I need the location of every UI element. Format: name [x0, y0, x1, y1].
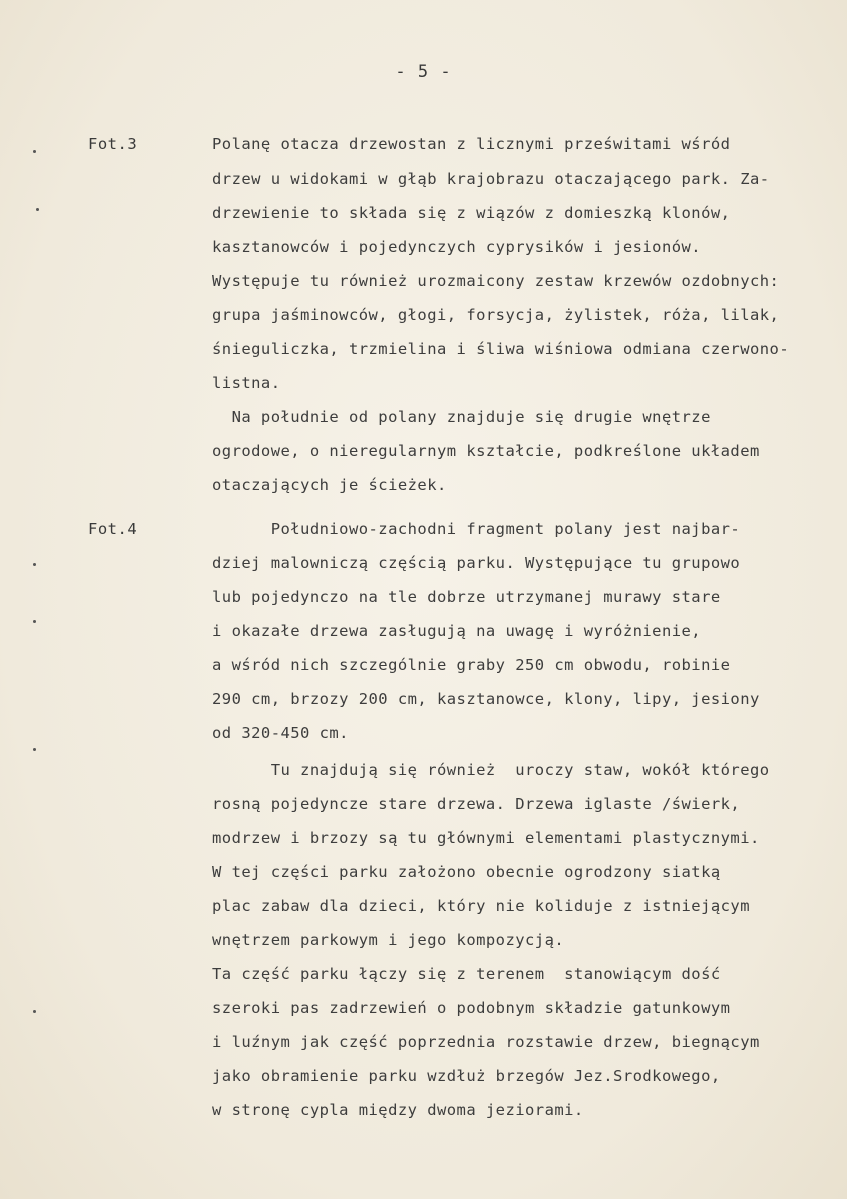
margin-mark — [33, 748, 36, 751]
text-line: i luźnym jak część poprzednia rozstawie drzew, biegnącym — [212, 1033, 760, 1051]
margin-mark — [33, 563, 36, 566]
text-line: w stronę cypla między dwoma jeziorami. — [212, 1101, 584, 1119]
text-line: Tu znajdują się również uroczy staw, wokół którego — [212, 761, 770, 779]
text-line: 290 cm, brzozy 200 cm, kasztanowce, klony, lipy, jesiony — [212, 690, 760, 708]
text-line: szeroki pas zadrzewień o podobnym składzie gatunkowym — [212, 999, 731, 1017]
text-line: kasztanowców i pojedynczych cyprysików i jesionów. — [212, 238, 702, 256]
text-line: drzew u widokami w głąb krajobrazu otaczającego park. Za- — [212, 170, 770, 188]
text-line: W tej części parku założono obecnie ogrodzony siatką — [212, 863, 721, 881]
photo-label-3: Fot.3 — [88, 135, 138, 153]
text-line: plac zabaw dla dzieci, który nie koliduje z istniejącym — [212, 897, 750, 915]
margin-mark — [33, 620, 36, 623]
text-line: rosną pojedyncze stare drzewa. Drzewa iglaste /świerk, — [212, 795, 741, 813]
text-line: ogrodowe, o nieregularnym kształcie, podkreślone układem — [212, 442, 760, 460]
text-line: drzewienie to składa się z wiązów z domieszką klonów, — [212, 204, 731, 222]
text-line: modrzew i brzozy są tu głównymi elementami plastycznymi. — [212, 829, 760, 847]
margin-mark — [33, 150, 36, 153]
text-line: jako obramienie parku wzdłuż brzegów Jez.Srodkowego, — [212, 1067, 721, 1085]
text-line: od 320-450 cm. — [212, 724, 349, 742]
text-line: listna. — [212, 374, 281, 392]
text-line: a wśród nich szczególnie graby 250 cm obwodu, robinie — [212, 656, 731, 674]
text-line: otaczających je ścieżek. — [212, 476, 447, 494]
text-line: dziej malowniczą częścią parku. Występujące tu grupowo — [212, 554, 741, 572]
text-line: lub pojedynczo na tle dobrze utrzymanej murawy stare — [212, 588, 721, 606]
text-line: i okazałe drzewa zasługują na uwagę i wyróżnienie, — [212, 622, 702, 640]
text-line: Ta część parku łączy się z terenem stanowiącym dość — [212, 965, 721, 983]
margin-mark — [33, 1010, 36, 1013]
margin-mark — [36, 208, 39, 211]
text-line: Na południe od polany znajduje się drugie wnętrze — [212, 408, 711, 426]
page-number: - 5 - — [395, 62, 452, 82]
text-line: grupa jaśminowców, głogi, forsycja, żylistek, róża, lilak, — [212, 306, 780, 324]
text-line: Polanę otacza drzewostan z licznymi prześwitami wśród — [212, 135, 731, 153]
photo-label-4: Fot.4 — [88, 520, 138, 538]
text-line: Południowo-zachodni fragment polany jest najbar- — [212, 520, 741, 538]
text-line: wnętrzem parkowym i jego kompozycją. — [212, 931, 565, 949]
text-line: śnieguliczka, trzmielina i śliwa wiśniowa odmiana czerwono- — [212, 340, 790, 358]
text-line: Występuje tu również urozmaicony zestaw krzewów ozdobnych: — [212, 272, 780, 290]
